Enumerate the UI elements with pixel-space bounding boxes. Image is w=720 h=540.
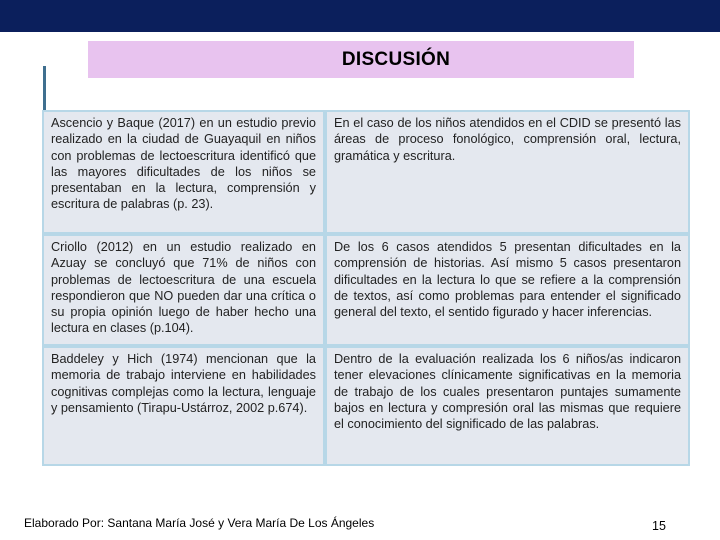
table-cell-row3-left: Baddeley y Hich (1974) mencionan que la memoria de trabajo interviene en habilidades cognitivas complejas como la lectura, lenguaje y pensamiento (Tirapu-Ustárroz, 2002 p.674). (42, 346, 325, 466)
table-cell-row2-left: Criollo (2012) en un estudio realizado en Azuay se concluyó que 71% de niños con problemas de lectoescritura de una escuela respondieron que NO pueden dar una crítica o su propia opinión luego de haber hecho una lectura en clases (p.104). (42, 234, 325, 346)
title-box (88, 41, 634, 78)
table-cell-row3-right: Dentro de la evaluación realizada los 6 niños/as indicaron tener elevaciones clínicamente significativas en la memoria de trabajo de los cuales presentaron puntajes sumamente bajos en lectura y compresión oral las mismas que requiere el conocimiento del significado de las palabras. (325, 346, 690, 466)
table-cell-row2-right: De los 6 casos atendidos 5 presentan dificultades en la comprensión de historias. Así mismo 5 casos presentaron dificultades en la lectura lo que se refiere a la comprensión de textos, así como problemas para entender el significado general del texto, el sentido figurado y hacer inferencias. (325, 234, 690, 346)
table-cell-row1-right: En el caso de los niños atendidos en el CDID se presentó las áreas de proceso fonológico, comprensión oral, lectura, gramática y escritura. (325, 110, 690, 234)
page-number: 15 (652, 519, 666, 533)
top-banner (0, 0, 720, 32)
footer-credit: Elaborado Por: Santana María José y Vera María De Los Ángeles (24, 516, 375, 530)
decorative-rule (43, 66, 46, 110)
slide-title: DISCUSIÓN (341, 48, 451, 70)
table-cell-row1-left: Ascencio y Baque (2017) en un estudio previo realizado en la ciudad de Guayaquil en niños con problemas de lectoescritura identificó que las mayores dificultades de los niños se presentaban en la lectura, comprensión y escritura de palabras (p. 23). (42, 110, 325, 234)
